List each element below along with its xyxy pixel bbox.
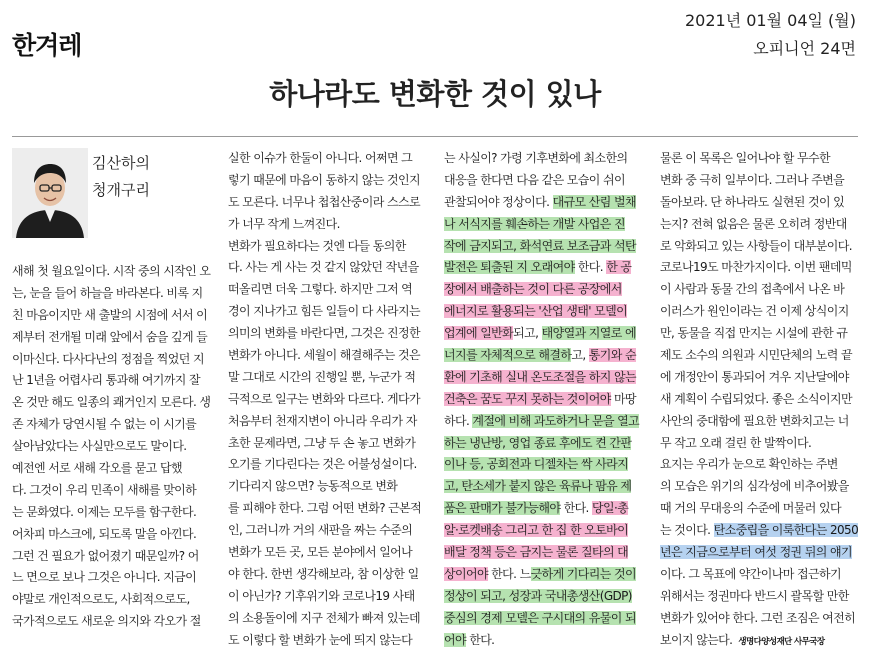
text-line: [660, 454, 860, 476]
text-segment: 이 사람과 동물 간의 접촉에서 나온 바: [660, 282, 845, 297]
text-line: [228, 498, 438, 520]
text-segment: 느 면으로 보나 그것은 아니다. 지금이: [12, 570, 197, 585]
text-segment: 만, 동물을 직접 만지는 시설에 관한 규: [660, 326, 848, 341]
text-line: [444, 214, 654, 236]
text-line: [228, 323, 438, 345]
text-line: [660, 433, 860, 455]
text-segment: 에 개정안이 통과되어 겨우 지난달에야: [660, 369, 849, 384]
highlighted-text: 에너지로 활용되는 '산업 생태' 모델이: [444, 304, 628, 319]
text-segment: 야 한다. 한번 생각해보라, 참 이상한 일: [228, 566, 419, 581]
text-segment: 변화 중 극히 일부이다. 그러나 주변을: [660, 172, 845, 187]
text-segment: 한다.: [560, 501, 592, 516]
text-line: [444, 630, 654, 652]
issue-date: 2021년 01월 04일 (월): [684, 11, 856, 30]
text-segment: 인, 그러니까 거의 새판을 짜는 수준의: [228, 523, 413, 538]
text-segment: 말 그대로 시간의 진행일 뿐, 누군가 적: [228, 369, 416, 384]
text-line: [660, 476, 860, 498]
text-line: [444, 148, 654, 170]
text-line: [660, 389, 860, 411]
text-segment: 초한 문제라면, 그냥 두 손 놓고 변화가: [228, 435, 416, 450]
section-page: 오피니언 24면: [753, 39, 856, 58]
text-segment: 는 것이다.: [660, 523, 714, 538]
highlighted-text: 정상이 되고, 성장과 국내총생산(GDP): [444, 588, 632, 603]
text-segment: 때 거의 무대응의 수준에 머물러 있다: [660, 501, 841, 516]
text-line: [660, 170, 860, 192]
text-segment: 로 악화되고 있는 사항들이 대부분이다.: [660, 238, 852, 253]
text-segment: 무 작고 오래 걸린 한 발짝이다.: [660, 435, 812, 450]
text-segment: 하다.: [444, 413, 473, 428]
text-line: [660, 564, 860, 586]
text-segment: 친 마음이지만 새 출발의 시점에 서서 이: [12, 307, 208, 322]
text-line: [444, 323, 654, 345]
highlighted-text: 고, 탄소세가 붙지 않은 육류나 팜유 제: [444, 479, 632, 494]
text-line: [660, 367, 860, 389]
text-line: [228, 367, 438, 389]
author-signature: 생명다양성재단 사무국장: [738, 636, 825, 647]
text-line: [444, 520, 654, 542]
text-line: [444, 564, 654, 586]
text-line: [228, 148, 438, 170]
text-line: [444, 367, 654, 389]
text-line: [660, 323, 860, 345]
text-line: [228, 433, 438, 455]
highlighted-text: 태양열과 지열로 에: [541, 326, 636, 341]
text-segment: 제부터 전개될 미래 앞에서 숨을 깊게 들: [12, 329, 208, 344]
text-line: [660, 586, 860, 608]
text-segment: 마땅: [610, 391, 636, 406]
author-byline: [92, 150, 150, 204]
text-segment: 변화가 모든 곳, 모든 분야에서 일어나: [228, 545, 413, 560]
text-segment: 다. 사는 게 사는 것 같지 않았던 작년을: [228, 260, 419, 275]
text-line: [12, 567, 222, 589]
text-segment: 한다.: [574, 260, 607, 275]
highlighted-text: 환에 기초해 실내 온도조절을 하지 않는: [444, 369, 636, 384]
highlighted-text: 배달 정책 등은 금지는 물론 질타의 대: [444, 545, 629, 560]
text-segment: 오기를 기다린다는 것은 어불성설이다.: [228, 457, 417, 472]
text-segment: 경이 지나가고 힘든 일들이 다 사라지는: [228, 304, 420, 319]
text-line: [12, 414, 222, 436]
text-line: [12, 436, 222, 458]
text-segment: 새 계획이 수립되었다. 좋은 소식이지만: [660, 391, 852, 406]
text-segment: 예전엔 서로 새해 각오를 묻고 답했: [12, 461, 182, 476]
author-photo: [12, 148, 88, 238]
text-segment: 처음부터 천재지변이 아니라 우리가 자: [228, 413, 417, 428]
highlighted-text: 통기와 순: [588, 348, 636, 363]
highlighted-text: 너지를 자체적으로 해결하: [444, 348, 572, 363]
text-segment: 실한 이슈가 한둘이 아니다. 어쩌면 그: [228, 151, 413, 165]
text-line: [228, 345, 438, 367]
text-line: [228, 301, 438, 323]
highlighted-text: 년은 지금으로부터 여섯 정권 뒤의 얘기: [660, 545, 852, 560]
text-line: [228, 630, 438, 652]
highlighted-text: 이나 등, 공회전과 디젤차는 싹 사라지: [444, 457, 629, 472]
text-segment: 이마신다. 다사다난의 정점을 찍었던 지: [12, 351, 204, 366]
text-line: [660, 411, 860, 433]
column-name: 청개구리: [92, 181, 150, 199]
text-segment: 물론 이 목록은 일어나야 할 무수한: [660, 151, 830, 165]
highlighted-text: 품은 판매가 불가능해야: [444, 501, 561, 516]
highlighted-text: 계절에 비해 과도하거나 문을 열고: [472, 413, 640, 428]
text-line: [228, 454, 438, 476]
highlighted-text: 작에 금지되고, 화석연료 보조금과 석탄: [444, 238, 636, 253]
highlighted-text: 하는 냉난방, 영업 종료 후에도 켠 간판: [444, 435, 632, 450]
text-segment: 를 피해야 한다. 그럼 어떤 변화? 근본적: [228, 501, 422, 516]
text-segment: 요지는 우리가 눈으로 확인하는 주변: [660, 457, 838, 472]
text-segment: 변화가 아니다. 세월이 해결해주는 것은: [228, 348, 420, 363]
text-line: [228, 257, 438, 279]
text-line: [228, 214, 438, 236]
highlighted-text: 상이어야: [444, 566, 488, 581]
text-segment: 온 것만 해도 일종의 쾌거인지 모른다. 생: [12, 395, 211, 410]
text-segment: 한다. 느: [487, 566, 531, 581]
highlighted-text: 건축은 꿈도 꾸지 못하는 것이어야: [444, 391, 611, 406]
text-line: [228, 608, 438, 630]
text-line: [444, 301, 654, 323]
text-line: [660, 608, 860, 630]
text-segment: 가 너무 작게 느껴진다.: [228, 216, 340, 231]
text-segment: 돌아보라. 단 하나라도 실현된 것이 있: [660, 194, 845, 209]
text-segment: 의 소용돌이에 지구 전체가 빠져 있는데: [228, 610, 420, 625]
article-column-1: [12, 261, 222, 633]
text-line: [660, 498, 860, 520]
article-column-4: [660, 148, 860, 651]
text-line: [660, 214, 860, 236]
highlighted-text: 알·로켓배송 그리고 한 집 한 오토바이: [444, 523, 629, 538]
text-line: [12, 480, 222, 502]
text-line: [228, 170, 438, 192]
headline-divider: [12, 136, 858, 137]
text-line: [12, 589, 222, 611]
article-column-3: [444, 148, 654, 651]
highlighted-text: 나 서식지를 훼손하는 개발 사업은 진: [444, 216, 625, 231]
text-segment: 그런 건 필요가 없어졌기 때문일까? 어: [12, 548, 199, 563]
text-line: [228, 389, 438, 411]
text-segment: 이다. 그 목표에 약간이나마 접근하기: [660, 566, 841, 581]
text-line: [228, 411, 438, 433]
text-segment: 떠올리면 더욱 그렇다. 하지만 그저 역: [228, 282, 413, 297]
text-line: [12, 524, 222, 546]
text-segment: 의 모습은 위기의 심각성에 비추어봤을: [660, 479, 849, 494]
highlighted-text: 업계에 일반화: [444, 326, 514, 341]
highlighted-text: 어야: [444, 632, 466, 647]
text-line: [660, 345, 860, 367]
text-line: [660, 542, 860, 564]
text-line: [444, 498, 654, 520]
text-segment: 존 자체가 당연시될 수 없는 이 시기를: [12, 417, 197, 432]
highlighted-text: 탄소중립을 이룩한다는 2050: [713, 523, 859, 538]
text-segment: 되고,: [513, 326, 542, 341]
text-line: [444, 345, 654, 367]
text-line: [444, 476, 654, 498]
text-line: [12, 546, 222, 568]
text-segment: 도 이렇다 할 변화가 눈에 띄지 않는다: [228, 632, 413, 647]
text-line: [12, 283, 222, 305]
text-segment: 위해서는 정권마다 반드시 괄목할 만한: [660, 588, 849, 603]
text-segment: 관찰되어야 정상이다.: [444, 194, 553, 209]
text-segment: 는지? 전혀 없음은 물론 오히려 정반대: [660, 216, 847, 231]
highlighted-text: 장에서 배출하는 것이 다른 공장에서: [444, 282, 622, 297]
text-segment: 이러스가 원인이라는 건 이제 상식이지: [660, 304, 849, 319]
text-line: [444, 542, 654, 564]
text-line: [444, 257, 654, 279]
text-segment: 살아남았다는 사실만으로도 말이다.: [12, 439, 187, 454]
text-line: [228, 520, 438, 542]
newspaper-logo: 한겨레: [12, 31, 82, 60]
text-segment: 대응을 한다면 다음 같은 모습이 쉬이: [444, 172, 625, 187]
text-segment: 변화가 있어야 한다. 그런 조짐은 여전히: [660, 610, 856, 625]
text-segment: 는, 눈을 들어 하늘을 바라본다. 비록 지: [12, 285, 203, 300]
text-line: [12, 502, 222, 524]
text-line: [228, 564, 438, 586]
text-line: [228, 586, 438, 608]
text-segment: 국가적으로도 새로운 의지와 각오가 절: [12, 614, 201, 629]
text-segment: 어차피 마스크에, 되도록 말을 아낀다.: [12, 526, 197, 541]
text-segment: 다. 그것이 우리 민족이 새해를 맞이하: [12, 482, 197, 497]
text-line: [444, 192, 654, 214]
text-segment: 사안의 중대함에 필요한 변화치고는 너: [660, 413, 849, 428]
text-line: [444, 433, 654, 455]
text-segment: 렇기 때문에 마음이 동하지 않는 것인지: [228, 172, 420, 187]
text-line: [228, 476, 438, 498]
highlighted-text: 긋하게 기다리는 것이: [530, 566, 636, 581]
author-portrait-icon: [12, 148, 88, 238]
text-line: [444, 170, 654, 192]
text-line: [660, 148, 860, 170]
text-segment: 기다리지 않으면? 능동적으로 변화: [228, 479, 398, 494]
text-line: [660, 257, 860, 279]
highlighted-text: 중심의 경제 모델은 구시대의 유물이 되: [444, 610, 636, 625]
text-line: [660, 279, 860, 301]
text-line: [12, 392, 222, 414]
text-segment: 고,: [571, 348, 589, 363]
text-line: [444, 608, 654, 630]
text-segment: 야말로 개인적으로도, 사회적으로도,: [12, 592, 190, 607]
highlighted-text: 대규모 산림 벌채: [552, 194, 636, 209]
text-line: [444, 586, 654, 608]
text-line: [444, 454, 654, 476]
text-line: [660, 520, 860, 542]
text-line: [12, 261, 222, 283]
highlighted-text: 당일·총: [592, 501, 629, 516]
text-line: [12, 611, 222, 633]
text-segment: 변화가 필요하다는 것엔 다들 동의한: [228, 238, 406, 253]
text-segment: 제도 소수의 의원과 시민단체의 노력 끝: [660, 348, 852, 363]
text-line: [12, 305, 222, 327]
text-line: [12, 327, 222, 349]
text-segment: 의미의 변화를 바란다면, 그것은 진정한: [228, 326, 420, 341]
text-segment: 는 사실이? 가령 기후변화에 최소한의: [444, 151, 628, 165]
text-segment: 새해 첫 월요일이다. 시작 중의 시작인 오: [12, 264, 211, 278]
text-line: [444, 279, 654, 301]
text-line: [444, 411, 654, 433]
text-line: [12, 458, 222, 480]
text-segment: 극적으로 일구는 변화와 다르다. 게다가: [228, 391, 420, 406]
highlighted-text: 한 공: [606, 260, 632, 275]
text-segment: 이 아닌가? 기후위기와 코로나19 사태: [228, 588, 415, 603]
article-column-2: [228, 148, 438, 651]
text-segment: 도 모른다. 너무나 첩첩산중이라 스스로: [228, 194, 420, 209]
text-line: [12, 370, 222, 392]
text-line: [228, 192, 438, 214]
text-line: [228, 542, 438, 564]
text-line: [228, 236, 438, 258]
text-line: [12, 349, 222, 371]
text-line: [444, 236, 654, 258]
text-line: [660, 630, 860, 652]
highlighted-text: 발전은 퇴출된 지 오래여야: [444, 260, 575, 275]
article-headline: 하나라도 변화한 것이 있나: [269, 77, 601, 111]
text-line: [660, 301, 860, 323]
text-line: [660, 236, 860, 258]
text-line: [228, 279, 438, 301]
text-segment: 난 1년을 어렵사리 통과해 여기까지 잘: [12, 373, 200, 388]
text-segment: 코로나19도 마찬가지이다. 이번 팬데믹: [660, 260, 852, 275]
text-segment: 는 문화였다. 이제는 모두를 함구한다.: [12, 504, 197, 519]
text-line: [444, 389, 654, 411]
text-segment: 보이지 않는다.: [660, 632, 733, 647]
text-line: [660, 192, 860, 214]
text-segment: 한다.: [465, 632, 495, 647]
author-name: 김산하의: [92, 154, 150, 172]
